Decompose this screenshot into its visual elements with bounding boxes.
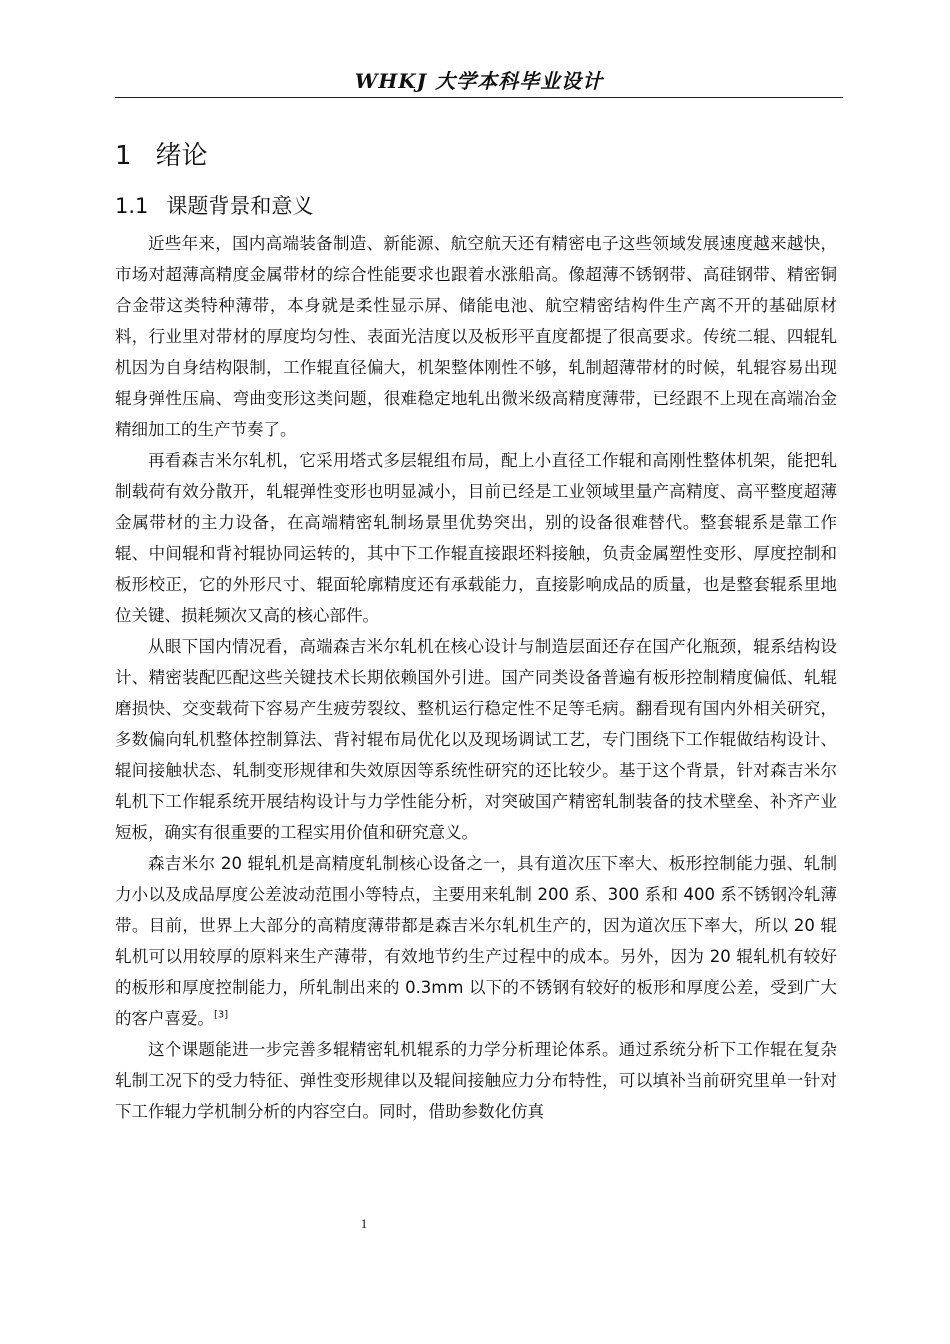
section-number: 1.1 [115, 194, 149, 218]
chapter-title: 绪论 [155, 141, 208, 171]
paragraph-4-text: 森吉米尔 20 辊轧机是高精度轧制核心设备之一，具有道次压下率大、板形控制能力强、轧制力小以及成品厚度公差波动范围小等特点，主要用来轧制 200 系、300 系和 400 系不锈钢冷轧薄带。目前，世界上大部分的高精度薄带都是森吉米尔轧机生产的，因为道次压下率大，所以 20 辊轧机可以用较厚的原料来生产薄带，有效地节约生产过程中的成本。另外，因为 20 辊轧机有较好的板形和厚度控制能力，所轧制出来的 0.3mm 以下的不锈钢有较好的板形和厚度公差，受到广大的客户喜爱。 [115, 854, 837, 1028]
chapter-number: 1 [115, 141, 132, 171]
header-title: WHKJ 大学本科毕业设计 [354, 69, 604, 93]
paragraph-5: 这个课题能进一步完善多辊精密轧机辊系的力学分析理论体系。通过系统分析下工作辊在复杂轧制工况下的受力特征、弹性变形规律以及辊间接触应力分布特性，可以填补当前研究里单一针对下工作辊力学机制分析的内容空白。同时，借助参数化仿真 [115, 1040, 837, 1121]
page-header [115, 66, 843, 98]
citation-marker: [3] [214, 1009, 229, 1021]
page-number: 1 [360, 1216, 368, 1231]
paragraph-3: 从眼下国内情况看，高端森吉米尔轧机在核心设计与制造层面还存在国产化瓶颈，辊系结构设计、精密装配匹配这些关键技术长期依赖国外引进。国产同类设备普遍有板形控制精度偏低、轧辊磨损快、交变载荷下容易产生疲劳裂纹、整机运行稳定性不足等毛病。翻看现有国内外相关研究，多数偏向轧机整体控制算法、背衬辊布局优化以及现场调试工艺，专门围绕下工作辊做结构设计、辊间接触状态、轧制变形规律和失效原因等系统性研究的还比较少。基于这个背景，针对森吉米尔轧机下工作辊系统开展结构设计与力学性能分析，对突破国产精密轧制装备的技术壁垒、补齐产业短板，确实有很重要的工程实用价值和研究意义。 [115, 637, 837, 842]
paragraph-2: 再看森吉米尔轧机，它采用塔式多层辊组布局，配上小直径工作辊和高刚性整体机架，能把轧制载荷有效分散开，轧辊弹性变形也明显减小，目前已经是工业领域里量产高精度、高平整度超薄金属带材的主力设备，在高端精密轧制场景里优势突出，别的设备很难替代。整套辊系是靠工作辊、中间辊和背衬辊协同运转的，其中下工作辊直接跟坯料接触，负责金属塑性变形、厚度控制和板形校正，它的外形尺寸、辊面轮廓精度还有承载能力，直接影响成品的质量，也是整套辊系里地位关键、损耗频次又高的核心部件。 [115, 451, 837, 625]
chapter-heading [115, 138, 208, 174]
paragraph-1: 近些年来，国内高端装备制造、新能源、航空航天还有精密电子这些领域发展速度越来越快，市场对超薄高精度金属带材的综合性能要求也跟着水涨船高。像超薄不锈钢带、高硅钢带、精密铜合金带这类特种薄带，本身就是柔性显示屏、储能电池、航空精密结构件生产离不开的基础原材料，行业里对带材的厚度均匀性、表面光洁度以及板形平直度都提了很高要求。传统二辊、四辊轧机因为自身结构限制，工作辊直径偏大，机架整体刚性不够，轧制超薄带材的时候，轧辊容易出现辊身弹性压扁、弯曲变形这类问题，很难稳定地轧出微米级高精度薄带，已经跟不上现在高端冶金精细加工的生产节奏了。 [115, 234, 837, 439]
body-text [115, 228, 837, 1127]
section-heading [115, 191, 313, 221]
section-title: 课题背景和意义 [166, 194, 314, 218]
paragraph-4 [115, 848, 837, 1034]
